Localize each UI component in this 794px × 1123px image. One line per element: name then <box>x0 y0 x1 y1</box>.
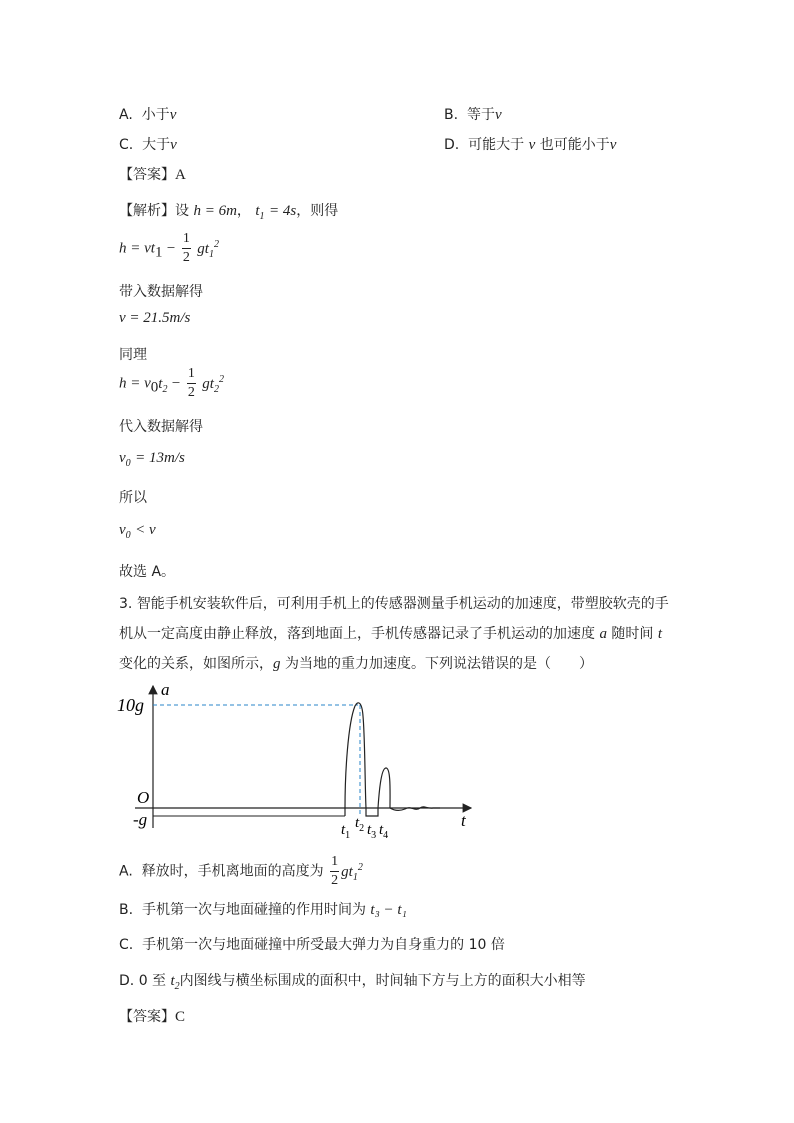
fraction-den: 2 <box>187 385 195 400</box>
label-10g-text: 10g <box>117 695 144 715</box>
analysis-bracket: 【解析】 <box>119 203 175 219</box>
q3-option-a <box>119 855 363 888</box>
option-label: A. <box>119 107 133 123</box>
t1-label <box>341 822 350 841</box>
option-label: C. <box>119 137 134 153</box>
t2-symbol: $t_2$ <box>158 375 168 395</box>
analysis-intro-text: 设 <box>175 203 189 219</box>
option-text: 0 至 <box>138 973 167 989</box>
acceleration-time-graph <box>115 678 485 846</box>
separator: ， <box>236 203 251 219</box>
subscript: 0 <box>150 379 159 396</box>
option-label: B. <box>119 902 134 918</box>
subscript: 1 <box>259 211 265 222</box>
option-c <box>119 134 177 154</box>
q3-stem-line3 <box>119 653 593 673</box>
origin-label: O <box>137 788 150 807</box>
superscript: 2 <box>213 238 219 250</box>
stem-text: 随时间 <box>611 626 654 642</box>
label-10g <box>117 695 144 715</box>
conclusion: 故选 A。 <box>119 564 176 580</box>
eq1-lhs: h = vt <box>119 240 155 257</box>
fraction-num: 1 <box>187 367 196 384</box>
fraction-half <box>330 855 339 888</box>
minus-sign: − <box>171 375 181 392</box>
option-var: v <box>528 137 536 153</box>
option-text: 小于 <box>141 107 170 123</box>
analysis-intro <box>119 200 338 222</box>
t3-label <box>367 822 376 841</box>
q3-stem-line2 <box>119 623 662 643</box>
q3-option-b <box>119 899 407 919</box>
g-t-squared: $gt_1^2$ <box>341 861 363 883</box>
option-label: B. <box>444 107 459 123</box>
subscript: 1 <box>208 248 214 260</box>
v0-symbol: $v_0$ <box>119 522 131 541</box>
g-t-squared: $gt_1^2$ <box>197 238 219 260</box>
fraction-den: 2 <box>182 250 190 265</box>
answer-value: C <box>175 1009 186 1025</box>
q3-option-c <box>119 934 505 954</box>
t1-assign: = 4s <box>269 203 297 219</box>
t-symbol: t <box>379 822 384 838</box>
option-label: A. <box>119 863 133 880</box>
t-symbol: t <box>341 822 346 838</box>
t-sub: 2 <box>359 823 365 834</box>
h-assign: h = 6m <box>193 203 237 219</box>
line-substitute-2: 代入数据解得 <box>119 419 203 435</box>
option-text: 手机第一次与地面碰撞中所受最大弹力为自身重力的 10 倍 <box>142 937 505 953</box>
acceleration-curve <box>345 703 440 816</box>
t-symbol: t <box>170 973 175 989</box>
t1-symbol: $t_1$ <box>255 203 265 222</box>
option-a <box>119 104 176 124</box>
option-text: 也可能小于 <box>539 137 610 153</box>
equation-1 <box>119 232 219 265</box>
var-a: a <box>599 626 607 642</box>
option-b <box>444 104 502 124</box>
option-text: 大于 <box>142 137 171 153</box>
v0-result <box>119 450 185 469</box>
stem-text: 为当地的重力加速度。下列说法错误的是（ ） <box>284 656 593 672</box>
superscript: 2 <box>218 373 224 385</box>
t2-symbol <box>170 973 180 992</box>
option-var: v <box>609 137 617 153</box>
option-text: 释放时，手机离地面的高度为 <box>141 863 324 880</box>
subscript: 1 <box>352 871 358 883</box>
subscript: 2 <box>174 981 180 992</box>
question-number: 3. <box>119 596 133 612</box>
prev-answer <box>119 164 186 184</box>
fraction-num: 1 <box>330 855 339 872</box>
stem-text: 机从一定高度由静止释放，落到地面上，手机传感器记录了手机运动的加速度 <box>119 626 595 642</box>
option-label: C. <box>119 937 134 953</box>
fraction-den: 2 <box>331 873 339 888</box>
x-axis-label: t <box>461 811 466 830</box>
fraction-half <box>182 232 191 265</box>
line-substitute: 带入数据解得 <box>119 284 203 300</box>
option-var: v <box>170 137 177 153</box>
q3-answer <box>119 1006 185 1026</box>
subscript: 2 <box>162 383 168 395</box>
answer-bracket: 【答案】 <box>119 167 175 183</box>
t-symbol: t <box>355 815 360 831</box>
option-label: D. <box>119 973 135 989</box>
option-label: D. <box>444 137 460 153</box>
analysis-then: ，则得 <box>296 203 339 219</box>
t4-label <box>379 822 388 841</box>
answer-value: A <box>175 167 186 183</box>
v0-value: = 13m/s <box>135 450 185 466</box>
label-neg-g: -g <box>133 810 148 829</box>
compare-expr: < v <box>135 522 156 538</box>
option-text: 等于 <box>466 107 495 123</box>
option-expr: t₃ − t₁ <box>370 902 407 918</box>
line-so: 所以 <box>119 490 147 506</box>
subscript: 0 <box>125 530 131 541</box>
subscript: 2 <box>213 383 219 395</box>
option-var: v <box>169 107 177 123</box>
fraction-num: 1 <box>182 232 191 249</box>
v-result: v = 21.5m/s <box>119 310 191 326</box>
var-g: g <box>273 656 281 672</box>
t-symbol: t <box>367 822 372 838</box>
answer-bracket: 【答案】 <box>119 1009 175 1025</box>
minus-sign: − <box>166 240 176 257</box>
subscript: 1 <box>154 244 163 261</box>
t2-label <box>355 815 364 834</box>
g-t2-squared: $gt_2^2$ <box>202 373 224 395</box>
subscript: 0 <box>125 458 131 469</box>
option-text: 可能大于 <box>468 137 525 153</box>
y-axis-label: a <box>161 680 170 699</box>
option-d <box>444 134 616 154</box>
fraction-half <box>187 367 196 400</box>
t-sub: 4 <box>383 830 389 841</box>
var-t: t <box>657 626 663 642</box>
equation-2 <box>119 367 224 400</box>
q3-stem-line1 <box>119 593 669 613</box>
superscript: 2 <box>357 861 363 873</box>
v0-symbol: $v_0$ <box>119 450 131 469</box>
option-text: 内图线与横坐标围成的面积中，时间轴下方与上方的面积大小相等 <box>179 973 586 989</box>
stem-text: 智能手机安装软件后，可利用手机上的传感器测量手机运动的加速度，带塑胶软壳的手 <box>136 596 669 612</box>
stem-text: 变化的关系，如图所示， <box>119 656 273 672</box>
line-same: 同理 <box>119 347 147 363</box>
option-var: v <box>494 107 502 123</box>
option-text: 手机第一次与地面碰撞的作用时间为 <box>141 902 366 918</box>
compare <box>119 522 156 541</box>
t-sub: 1 <box>345 830 351 841</box>
eq2-lhs: h = v <box>119 375 151 392</box>
t-sub: 3 <box>371 830 377 841</box>
q3-option-d <box>119 970 586 992</box>
